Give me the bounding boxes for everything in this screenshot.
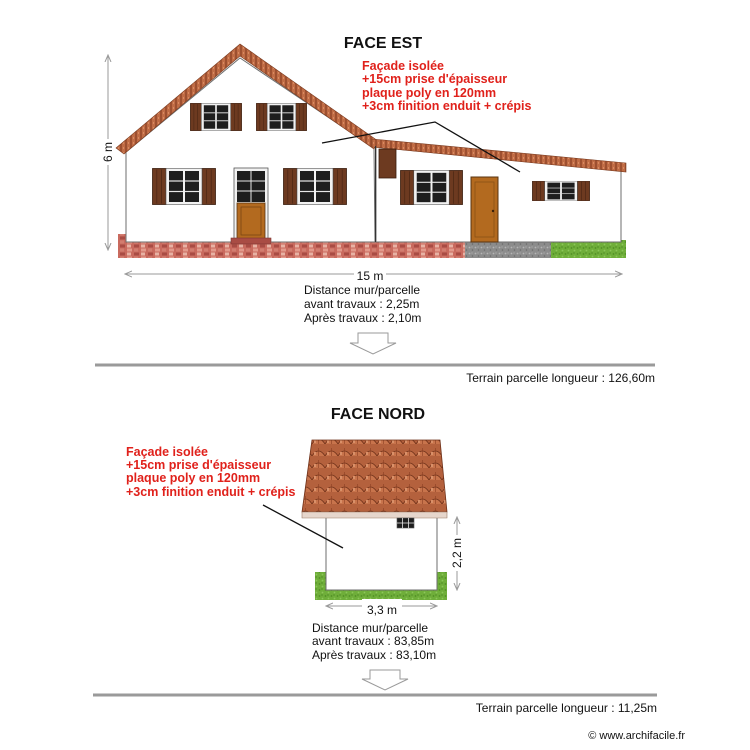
est-annotation-line: +15cm prise d'épaisseur [362, 72, 508, 86]
annex-small-window [532, 181, 589, 200]
nord-distance-line: Après travaux : 83,10m [312, 648, 437, 662]
est-width-label: 15 m [356, 269, 384, 283]
nord-wall [326, 516, 437, 590]
est-distance-info [304, 283, 421, 325]
lower-window-left [153, 169, 216, 205]
nord-roof [302, 440, 447, 512]
nord-small-window [397, 518, 414, 528]
est-distance-line: Distance mur/parcelle [304, 283, 421, 297]
nord-annotation [126, 445, 296, 499]
lower-window-right [284, 169, 347, 205]
nord-roof-eave [302, 512, 447, 518]
upper-window-right [256, 103, 306, 130]
nord-distance-info [312, 621, 436, 662]
est-distance-line: Après travaux : 2,10m [304, 311, 422, 325]
nord-annotation-line: plaque poly en 120mm [126, 471, 261, 485]
est-annotation-line: plaque poly en 120mm [362, 86, 497, 100]
upper-window-left [190, 103, 241, 130]
nord-height-label: 2,2 m [450, 537, 464, 569]
main-door [234, 168, 268, 240]
nord-down-arrow-icon [362, 670, 408, 690]
face-nord-title: FACE NORD [330, 406, 426, 423]
annex-window [400, 170, 462, 204]
est-annotation [362, 59, 532, 113]
est-terrain-length: Terrain parcelle longueur : 126,60m [466, 371, 655, 385]
face-est-title: FACE EST [343, 35, 423, 52]
nord-annotation-line: +15cm prise d'épaisseur [126, 458, 272, 472]
nord-width-label: 3,3 m [366, 603, 398, 617]
nord-terrain-length: Terrain parcelle longueur : 11,25m [475, 701, 657, 715]
gravel-path [465, 240, 551, 258]
face-est [95, 35, 655, 385]
nord-distance-line: Distance mur/parcelle [312, 621, 429, 635]
est-annotation-line: Façade isolée [362, 59, 444, 73]
nord-distance-line: avant travaux : 83,85m [312, 634, 435, 648]
grass-patch [551, 240, 626, 258]
annex-door [471, 177, 498, 242]
face-nord [93, 406, 657, 715]
nord-annotation-line: +3cm finition enduit + crépis [126, 485, 296, 499]
est-height-label: 6 m [101, 141, 115, 163]
est-down-arrow-icon [350, 333, 396, 354]
annex-shutter [379, 149, 396, 178]
nord-annotation-line: Façade isolée [126, 445, 208, 459]
est-annotation-line: +3cm finition enduit + crépis [362, 99, 532, 113]
est-distance-line: avant travaux : 2,25m [304, 297, 420, 311]
archifacile-credit: © www.archifacile.fr [588, 730, 685, 742]
door-step [231, 238, 271, 244]
